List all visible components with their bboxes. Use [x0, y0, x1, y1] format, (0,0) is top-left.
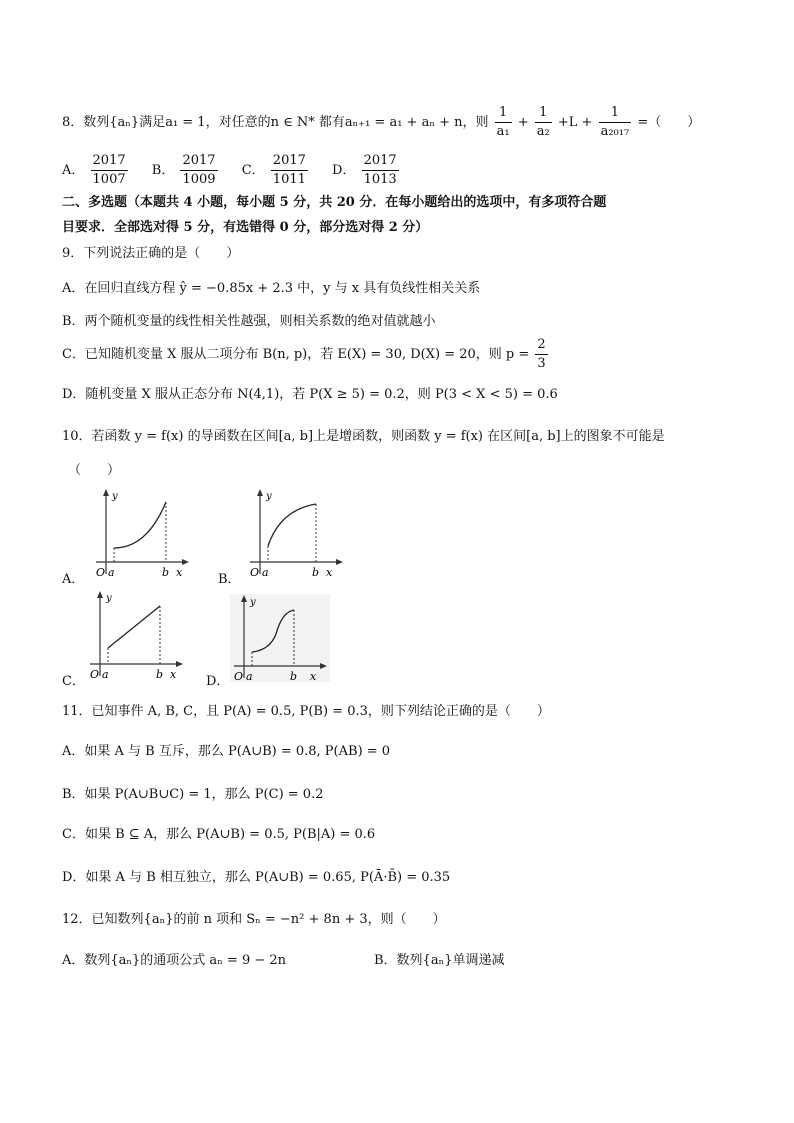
svg-text:a: a [246, 670, 253, 683]
q8-frac-3: $\frac{1}{\text{a₂₀₁₇}}$ [600, 105, 630, 139]
svg-text:O: O [234, 670, 244, 683]
q10-option-c-label: C． [62, 674, 85, 689]
q8-line [62, 104, 700, 141]
svg-text:x: x [176, 566, 183, 579]
q11-option-b: B．如果 P(A∪B∪C) = 1，那么 P(C) = 0.2 [62, 787, 324, 802]
q8-frac-1: $\frac{1}{\text{a₁}}$ [496, 105, 510, 139]
q10-graph-c [86, 590, 186, 684]
q9-option-a: A．在回归直线方程 ŷ = −0.85x + 2.3 中，y 与 x 具有负线性相关关系 [62, 281, 481, 296]
q8-options [62, 152, 401, 189]
q9-option-d: D．随机变量 X 服从正态分布 N(4,1)，若 P(X ≥ 5) = 0.2，则 P(3 < X < 5) = 0.6 [62, 387, 558, 402]
svg-text:b: b [312, 566, 320, 579]
q10-stem: 10．若函数 y = f(x) 的导函数在区间[a, b]上是增函数，则函数 y = f(x) 在区间[a, b]上的图象不可能是 [62, 429, 665, 444]
svg-text:y: y [250, 597, 256, 608]
q9-stem: 9．下列说法正确的是（ ） [62, 246, 240, 261]
q8-option-c: C． $\frac{2017}{1011}$ [241, 153, 306, 187]
q11-option-d: D．如果 A 与 B 相互独立，那么 P(A∪B) = 0.65, P(Ā·B̄) = 0.35 [62, 870, 451, 885]
svg-text:O: O [90, 668, 100, 681]
q12-stem: 12．已知数列{aₙ}的前 n 项和 Sₙ = −n² + 8n + 3，则（ ） [62, 912, 446, 927]
q10-graph-a [92, 488, 192, 582]
svg-text:x: x [310, 670, 317, 683]
q9-option-c: C．已知随机变量 X 服从二项分布 B(n, p)，若 E(X) = 30, D(X) = 20，则 p = $\frac{2}{3}$ [62, 337, 546, 371]
q8-frac-2: $\frac{1}{\text{a₂}}$ [536, 105, 550, 139]
q10-option-d-label: D． [206, 674, 230, 689]
svg-text:x: x [326, 566, 333, 579]
q8-option-b: B． $\frac{2017}{1009}$ [151, 153, 216, 187]
svg-text:a: a [102, 668, 109, 681]
q11-stem: 11．已知事件 A, B, C，且 P(A) = 0.5, P(B) = 0.3，则下列结论正确的是（ ） [62, 704, 550, 719]
q12-option-b: B．数列{aₙ}单调递减 [374, 953, 505, 968]
svg-text:a: a [108, 566, 115, 579]
q11-option-c: C．如果 B ⊆ A，那么 P(A∪B) = 0.5, P(B|A) = 0.6 [62, 827, 376, 842]
svg-text:y: y [266, 491, 272, 502]
svg-text:b: b [162, 566, 170, 579]
q9-option-c-fraction: $\frac{2}{3}$ [537, 337, 546, 371]
q8-option-d: D． $\frac{2017}{1013}$ [332, 153, 397, 187]
q9-option-b: B．两个随机变量的线性相关性越强，则相关系数的绝对值就越小 [62, 314, 436, 329]
section2-heading-line2: 目要求．全部选对得 5 分，有选错得 0 分，部分选对得 2 分） [62, 220, 429, 235]
q10-option-a-label: A． [62, 572, 85, 587]
q12-option-a: A．数列{aₙ}的通项公式 aₙ = 9 − 2n [62, 953, 287, 968]
q8-stem: 8．数列{aₙ}满足a₁ = 1，对任意的n ∈ N* 都有aₙ₊₁ = a₁ + aₙ + n，则 [62, 115, 489, 130]
q8-plus-2: +L + [557, 115, 593, 130]
svg-text:b: b [156, 668, 164, 681]
q8-option-a: A． $\frac{2017}{1007}$ [62, 153, 126, 187]
section2-heading-line1: 二、多选题（本题共 4 小题，每小题 5 分，共 20 分．在每小题给出的选项中，有多项符合题 [62, 195, 607, 210]
svg-text:a: a [262, 566, 269, 579]
q8-plus-1: + [517, 115, 529, 130]
svg-text:O: O [250, 566, 260, 579]
q10-graph-b [246, 488, 346, 582]
q10-paren: （ ） [68, 463, 121, 478]
svg-text:O: O [96, 566, 106, 579]
svg-text:b: b [290, 670, 298, 683]
q10-option-b-label: B． [218, 572, 241, 587]
svg-text:y: y [106, 593, 112, 604]
svg-text:x: x [170, 668, 177, 681]
q10-graph-d [230, 594, 330, 684]
q8-tail: =（ ） [637, 115, 701, 130]
svg-text:y: y [112, 491, 118, 502]
q11-option-a: A．如果 A 与 B 互斥，那么 P(A∪B) = 0.8, P(AB) = 0 [62, 744, 391, 759]
